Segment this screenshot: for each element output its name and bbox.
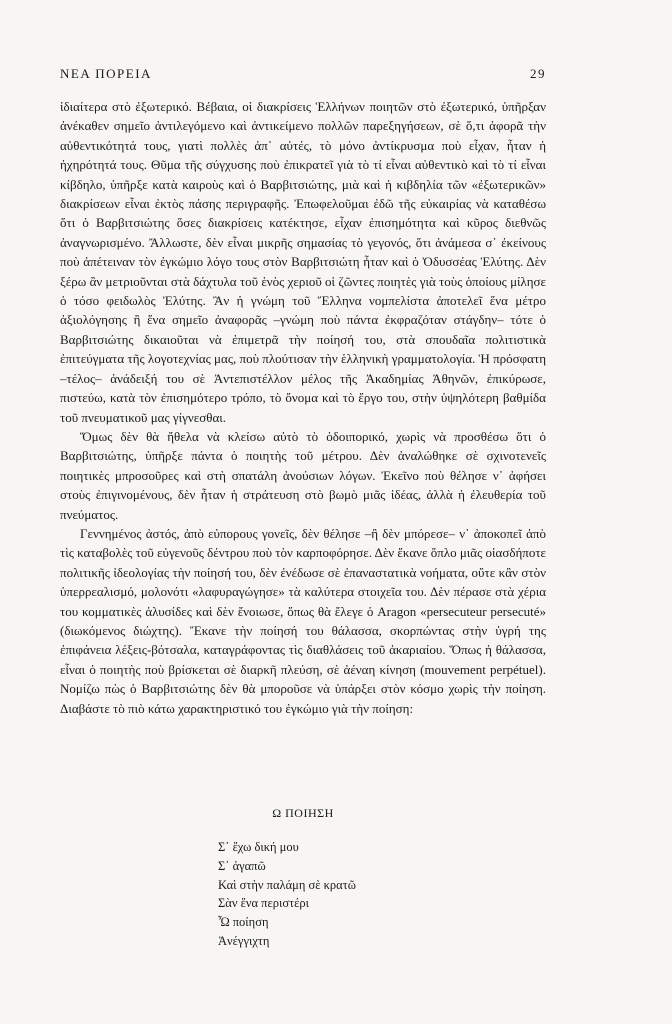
paragraph-3: Γεννημένος ἀστός, ἀπὸ εὐπορους γονεῖς, δὲν θέλησε –ἢ δὲν μπόρεσε– ν᾽ ἀποκοπεῖ ἀπὸ τὶς καταβολὲς τοῦ εὐγενοῦς δέντρου ποὺ τὸν καρποφόρησε. Δὲν ἔκανε ὅπλο μιᾶς οἱασδήποτε πολιτικῆς ἰδεολογίας τὴν ποίησή του, δὲν ἐνέδωσε σὲ ἐπαναστατικὰ νοήματα, οὔτε κἂν στὸν ὑπερρεαλισμό, μολονότι «λαφυραγώγησε» τὰ καλύτερα στοιχεῖα του. Δὲν πέρασε στὰ χέρια του κομματικὲς ἁλυσίδες καὶ δὲν ἔνοιωσε, ὅπως θὰ ἔλεγε ὁ Aragon «persecuteur persecuté» (διωκόμενος διώχτης). Ἔκανε τὴν ποίησή του θάλασσα, σκορπώντας στὴν ὑγρή της ἐπιφάνεια λέξεις-βότσαλα, καταγράφοντας τὶς διαθλάσεις τοῦ ἀκαριαίου. Ὅπως ἡ θάλασσα, εἶναι ὁ ποιητὴς ποὺ βρίσκεται σὲ διαρκῆ πλεύση, σὲ ἀέναη κίνηση (mouvement perpétuel). Νομίζω πὼς ὁ Βαρβιτσιώτης δὲν θὰ μποροῦσε νὰ ὑπάρξει στὸν κόσμο χωρὶς τὴν ποίηση. Διαβάστε τὸ πιὸ κάτω χαρακτηριστικό του ἐγκώμιο γιὰ τὴν ποίηση: [60, 525, 546, 716]
poem [218, 838, 356, 951]
article-body [60, 97, 546, 718]
paragraph-1: ἰδιαίτερα στὸ ἐξωτερικό. Βέβαια, οἱ διακρίσεις Ἑλλήνων ποιητῶν στὸ ἐξωτερικό, ὑπῆρξαν ἀνέκαθεν σημεῖο ἀντιλεγόμενο καὶ ἀντικείμενο πολλῶν παρεξηγήσεων, σὲ ὅ,τι ἀφορᾶ τὴν αὐθεντικότητά τους, γιατὶ πολλὲς ἀπ᾽ αὐτές, τὸ μόνο ἀντίκρυσμα ποὺ εἶχαν, ἦταν ἡ ἠχηρότητά τους. Θῦμα τῆς σύγχυσης ποὺ ἐπικρατεῖ γιὰ τὸ τί εἶναι αὐθεντικὸ καὶ τὸ τί εἶναι κίβδηλο, ὑπῆρξε κατὰ καιροὺς καὶ ὁ Βαρβιτσιώτης, μιὰ καὶ ἡ κιβδηλία τῶν «ἐξωτερικῶν» διακρίσεων εἶναι ἐκτὸς πάσης περιγραφῆς. Ἐπωφελοῦμαι ἐδῶ τῆς εὐκαιρίας νὰ καταθέσω ὅτι ὁ Βαρβιτσιώτης ὅσες διακρίσεις κατέκτησε, εἶχαν ἐπισημότητα καὶ κῦρος διεθνῶς ἀναγνωρισμένο. Ἄλλωστε, δὲν εἶναι μικρῆς σημασίας τὸ γεγονός, ὅτι ἀνάμεσα σ᾽ ἐκείνους ποὺ ἀπέτειναν τὸν ἐγκώμιο λόγο τους στὸν Βαρβιτσιώτη ἦταν καὶ ὁ Ὀδυσσέας Ἐλύτης. Δὲν ξέρω ἂν μετριοῦνται στὰ δάχτυλα τοῦ ἑνὸς χεριοῦ οἱ ζῶντες ποιητὲς γιὰ τοὺς ὁποίους μίλησε ὁ τόσο φειδωλὸς Ἐλύτης. Ἂν ἡ γνώμη τοῦ Ἕλληνα νομπελίστα ἀποτελεῖ ἕνα μέτρο ἀξιολόγησης ἢ ἕνα σημεῖο ἀναφορᾶς –γνώμη ποὺ πάντα ἐκφραζόταν στάγδην– τότε ὁ Βαρβιτσιώτης δικαιοῦται νὰ ἐπιμετρᾶ τὴν ποίησή του, στὰ σπουδαῖα πολιτιστικὰ ἐπιτεύγματα τῆς λογοτεχνίας μας, ποὺ πλούτισαν τὴν ἑλληνικὴ γραμματολογία. Ἡ πρόσφατη –τέλος– ἀνάδειξή του σὲ Ἀντεπιστέλλον μέλος τῆς Ἀκαδημίας Ἀθηνῶν, ἐπικύρωσε, πιστεύω, κατὰ τὸν ἐπισημότερο τρόπο, τὸ ὄνομα καὶ τὸ ἔργο του, στὴν ὑψηλότερη βαθμίδα τοῦ πνευματικοῦ μας γίγνεσθαι. [60, 99, 546, 425]
journal-title: ΝΕΑ ΠΟΡΕΙΑ [60, 66, 152, 81]
poem-line: Καὶ στὴν παλάμη σὲ κρατῶ [218, 877, 356, 892]
poem-line: Σὰν ἕνα περιστέρι [218, 896, 309, 911]
poem-line: Σ᾽ ἀγαπῶ [218, 858, 266, 873]
poem-line: Ἀνέγγιχτη [218, 933, 270, 948]
poem-line: Ὦ ποίηση [218, 915, 269, 930]
page-number: 29 [530, 66, 546, 81]
poem-title: Ω ΠΟΙΗΣΗ [272, 806, 334, 820]
paragraph-2: Ὅμως δὲν θὰ ἤθελα νὰ κλείσω αὐτὸ τὸ ὁδοιπορικό, χωρὶς νὰ προσθέσω ὅτι ὁ Βαρβιτσιώτης, ὑπῆρξε πάντα ὁ ποιητὴς τοῦ μέτρου. Δὲν ἀναλώθηκε σὲ σχινοτενεῖς ποιητικὲς μπροσοῦρες καὶ στὴ σπατάλη ἀνούσιων λόγων. Ἐκεῖνο ποὺ θέλησε ν᾽ ἀφήσει στοὺς ἐπιγινομένους, δὲν ἦταν ἡ στράτευση στὸ βωμὸ μιᾶς ἰδέας, ἀλλὰ ἡ ἐλευθερία τοῦ πνεύματος. [60, 428, 546, 522]
poem-line: Σ᾽ ἔχω δική μου [218, 840, 299, 854]
running-header [60, 66, 546, 82]
